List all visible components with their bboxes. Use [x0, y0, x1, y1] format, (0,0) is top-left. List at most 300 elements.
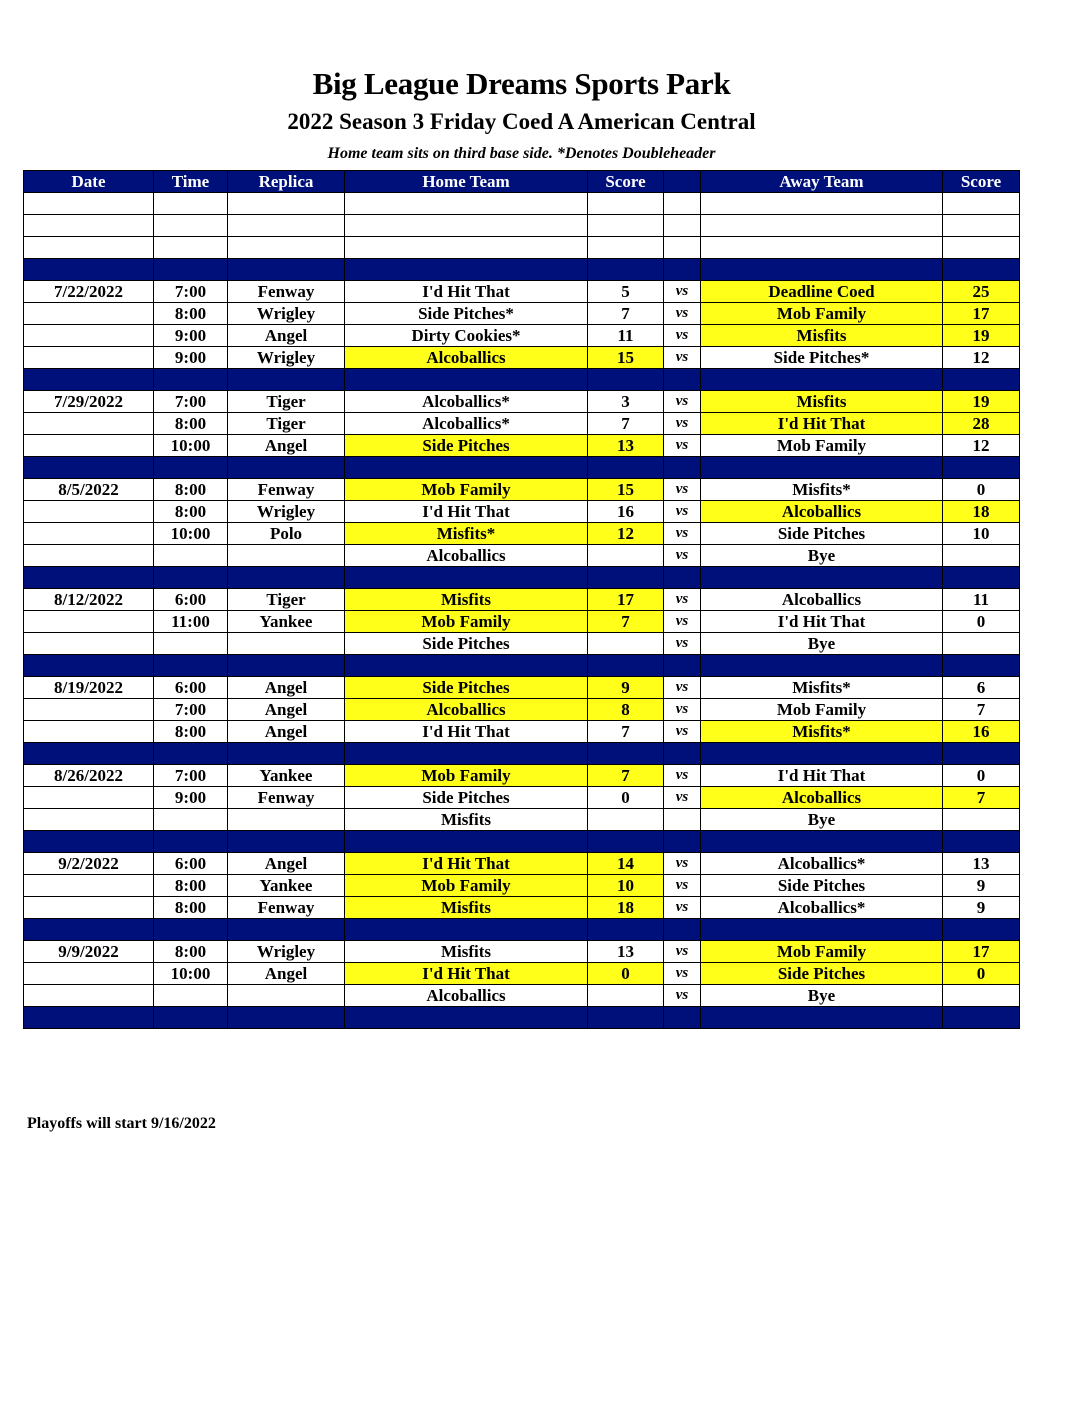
- away-score-cell: [943, 457, 1020, 479]
- time-cell: [154, 1007, 228, 1029]
- replica-cell: [228, 259, 345, 281]
- vs-cell: vs: [664, 765, 701, 787]
- replica-cell: Angel: [228, 963, 345, 985]
- replica-cell: Fenway: [228, 787, 345, 809]
- date-cell: [24, 963, 154, 985]
- replica-cell: Tiger: [228, 413, 345, 435]
- date-cell: 8/26/2022: [24, 765, 154, 787]
- away-team-cell: I'd Hit That: [701, 765, 943, 787]
- time-cell: 10:00: [154, 523, 228, 545]
- home-score-cell: [588, 457, 664, 479]
- home-team-cell: [345, 1007, 588, 1029]
- away-team-cell: [701, 919, 943, 941]
- away-score-cell: 9: [943, 875, 1020, 897]
- replica-cell: Polo: [228, 523, 345, 545]
- vs-cell: [664, 259, 701, 281]
- date-cell: [24, 303, 154, 325]
- home-team-cell: [345, 567, 588, 589]
- table-row: [24, 303, 1020, 325]
- replica-cell: Yankee: [228, 611, 345, 633]
- table-row: [24, 435, 1020, 457]
- table-row: [24, 765, 1020, 787]
- vs-cell: [664, 193, 701, 215]
- home-score-cell: 8: [588, 699, 664, 721]
- home-score-cell: 7: [588, 721, 664, 743]
- home-team-cell: [345, 369, 588, 391]
- away-score-cell: [943, 831, 1020, 853]
- away-score-cell: 28: [943, 413, 1020, 435]
- home-team-cell: [345, 193, 588, 215]
- vs-cell: [664, 237, 701, 259]
- time-cell: 7:00: [154, 765, 228, 787]
- replica-cell: [228, 237, 345, 259]
- vs-cell: [664, 215, 701, 237]
- date-cell: [24, 567, 154, 589]
- table-row: [24, 897, 1020, 919]
- home-team-cell: Mob Family: [345, 875, 588, 897]
- replica-cell: Yankee: [228, 765, 345, 787]
- vs-cell: vs: [664, 391, 701, 413]
- date-cell: [24, 611, 154, 633]
- date-cell: [24, 743, 154, 765]
- date-cell: 8/12/2022: [24, 589, 154, 611]
- table-row: [24, 501, 1020, 523]
- date-cell: [24, 831, 154, 853]
- home-score-cell: [588, 369, 664, 391]
- replica-cell: [228, 809, 345, 831]
- away-score-cell: [943, 259, 1020, 281]
- away-team-cell: [701, 457, 943, 479]
- away-team-cell: Misfits*: [701, 677, 943, 699]
- away-team-cell: I'd Hit That: [701, 611, 943, 633]
- away-score-cell: [943, 193, 1020, 215]
- time-cell: 8:00: [154, 721, 228, 743]
- home-score-cell: [588, 655, 664, 677]
- replica-cell: Tiger: [228, 589, 345, 611]
- home-score-cell: 7: [588, 413, 664, 435]
- away-team-cell: Side Pitches: [701, 875, 943, 897]
- home-score-cell: [588, 545, 664, 567]
- replica-cell: [228, 633, 345, 655]
- table-row: [24, 677, 1020, 699]
- away-team-cell: Bye: [701, 809, 943, 831]
- away-score-cell: [943, 655, 1020, 677]
- replica-cell: [228, 985, 345, 1007]
- home-team-cell: Alcoballics: [345, 699, 588, 721]
- replica-cell: [228, 743, 345, 765]
- home-score-cell: 12: [588, 523, 664, 545]
- replica-cell: Wrigley: [228, 501, 345, 523]
- home-team-cell: [345, 457, 588, 479]
- date-cell: 9/9/2022: [24, 941, 154, 963]
- vs-cell: vs: [664, 347, 701, 369]
- home-score-cell: 3: [588, 391, 664, 413]
- home-team-cell: Mob Family: [345, 765, 588, 787]
- away-score-cell: 16: [943, 721, 1020, 743]
- table-row: [24, 545, 1020, 567]
- home-score-cell: 15: [588, 347, 664, 369]
- table-row: [24, 853, 1020, 875]
- home-score-cell: 7: [588, 765, 664, 787]
- home-score-cell: [588, 215, 664, 237]
- away-team-cell: Mob Family: [701, 699, 943, 721]
- separator-row: [24, 259, 1020, 281]
- home-score-cell: 18: [588, 897, 664, 919]
- home-team-cell: Side Pitches: [345, 787, 588, 809]
- away-team-cell: Mob Family: [701, 941, 943, 963]
- away-team-cell: Side Pitches: [701, 523, 943, 545]
- time-cell: 6:00: [154, 677, 228, 699]
- away-team-cell: Side Pitches*: [701, 347, 943, 369]
- home-team-cell: Misfits: [345, 589, 588, 611]
- home-score-cell: [588, 1007, 664, 1029]
- date-cell: [24, 919, 154, 941]
- away-score-cell: 17: [943, 303, 1020, 325]
- home-team-cell: Mob Family: [345, 479, 588, 501]
- time-cell: 7:00: [154, 391, 228, 413]
- date-cell: [24, 633, 154, 655]
- vs-cell: vs: [664, 633, 701, 655]
- away-team-cell: Bye: [701, 633, 943, 655]
- time-cell: 8:00: [154, 479, 228, 501]
- vs-cell: vs: [664, 963, 701, 985]
- home-team-cell: I'd Hit That: [345, 281, 588, 303]
- replica-cell: [228, 369, 345, 391]
- date-cell: [24, 259, 154, 281]
- replica-cell: Angel: [228, 435, 345, 457]
- replica-cell: [228, 1007, 345, 1029]
- header-row: [24, 171, 1020, 193]
- away-score-cell: 12: [943, 435, 1020, 457]
- replica-cell: [228, 655, 345, 677]
- vs-cell: vs: [664, 413, 701, 435]
- away-score-cell: [943, 369, 1020, 391]
- time-cell: [154, 545, 228, 567]
- date-cell: [24, 699, 154, 721]
- date-cell: [24, 413, 154, 435]
- replica-cell: [228, 193, 345, 215]
- replica-cell: Angel: [228, 325, 345, 347]
- home-score-cell: 13: [588, 435, 664, 457]
- away-team-cell: [701, 831, 943, 853]
- time-cell: 8:00: [154, 875, 228, 897]
- vs-cell: vs: [664, 303, 701, 325]
- away-score-cell: 6: [943, 677, 1020, 699]
- time-cell: [154, 193, 228, 215]
- date-cell: 7/29/2022: [24, 391, 154, 413]
- time-cell: 6:00: [154, 853, 228, 875]
- replica-cell: Wrigley: [228, 941, 345, 963]
- empty-row: [24, 237, 1020, 259]
- away-team-cell: Bye: [701, 545, 943, 567]
- time-cell: 9:00: [154, 347, 228, 369]
- vs-cell: [664, 743, 701, 765]
- home-team-cell: [345, 215, 588, 237]
- home-score-cell: 10: [588, 875, 664, 897]
- home-score-cell: 5: [588, 281, 664, 303]
- date-cell: [24, 523, 154, 545]
- time-cell: [154, 567, 228, 589]
- home-team-cell: Alcoballics*: [345, 391, 588, 413]
- away-score-cell: 12: [943, 347, 1020, 369]
- home-team-cell: Alcoballics: [345, 545, 588, 567]
- home-team-cell: [345, 259, 588, 281]
- vs-cell: [664, 831, 701, 853]
- replica-cell: Fenway: [228, 281, 345, 303]
- replica-cell: [228, 567, 345, 589]
- away-score-cell: 0: [943, 765, 1020, 787]
- date-cell: 7/22/2022: [24, 281, 154, 303]
- table-row: [24, 941, 1020, 963]
- col-home-team-header: Home Team: [345, 171, 588, 193]
- vs-cell: vs: [664, 479, 701, 501]
- table-row: [24, 413, 1020, 435]
- time-cell: [154, 237, 228, 259]
- home-score-cell: 0: [588, 787, 664, 809]
- date-cell: [24, 809, 154, 831]
- time-cell: 9:00: [154, 325, 228, 347]
- empty-row: [24, 215, 1020, 237]
- table-row: [24, 347, 1020, 369]
- replica-cell: Fenway: [228, 897, 345, 919]
- col-time-header: Time: [154, 171, 228, 193]
- replica-cell: Fenway: [228, 479, 345, 501]
- vs-cell: [664, 809, 701, 831]
- away-team-cell: Misfits*: [701, 479, 943, 501]
- away-score-cell: 9: [943, 897, 1020, 919]
- home-team-cell: Misfits: [345, 941, 588, 963]
- away-score-cell: 7: [943, 787, 1020, 809]
- home-team-cell: Dirty Cookies*: [345, 325, 588, 347]
- away-score-cell: 10: [943, 523, 1020, 545]
- home-team-cell: Misfits: [345, 809, 588, 831]
- away-score-cell: [943, 809, 1020, 831]
- vs-cell: vs: [664, 677, 701, 699]
- schedule-table: [23, 170, 1020, 1029]
- page-title: Big League Dreams Sports Park: [312, 66, 731, 101]
- away-team-cell: Alcoballics: [701, 501, 943, 523]
- separator-row: [24, 1007, 1020, 1029]
- replica-cell: [228, 831, 345, 853]
- home-team-cell: Side Pitches: [345, 677, 588, 699]
- vs-cell: vs: [664, 787, 701, 809]
- time-cell: [154, 831, 228, 853]
- away-team-cell: Misfits*: [701, 721, 943, 743]
- col-away-team-header: Away Team: [701, 171, 943, 193]
- date-cell: [24, 787, 154, 809]
- home-score-cell: [588, 743, 664, 765]
- vs-cell: vs: [664, 281, 701, 303]
- time-cell: [154, 985, 228, 1007]
- replica-cell: Angel: [228, 721, 345, 743]
- home-score-cell: 9: [588, 677, 664, 699]
- away-team-cell: Mob Family: [701, 303, 943, 325]
- away-team-cell: [701, 743, 943, 765]
- time-cell: [154, 919, 228, 941]
- vs-cell: [664, 1007, 701, 1029]
- home-team-cell: I'd Hit That: [345, 721, 588, 743]
- home-score-cell: 7: [588, 611, 664, 633]
- schedule-note: Home team sits on third base side. *Denotes Doubleheader: [327, 145, 716, 162]
- separator-row: [24, 457, 1020, 479]
- away-team-cell: Deadline Coed: [701, 281, 943, 303]
- vs-cell: vs: [664, 853, 701, 875]
- separator-row: [24, 743, 1020, 765]
- away-score-cell: 17: [943, 941, 1020, 963]
- time-cell: 11:00: [154, 611, 228, 633]
- vs-cell: vs: [664, 941, 701, 963]
- table-row: [24, 523, 1020, 545]
- replica-cell: Tiger: [228, 391, 345, 413]
- away-score-cell: [943, 919, 1020, 941]
- away-score-cell: 0: [943, 611, 1020, 633]
- home-team-cell: Side Pitches*: [345, 303, 588, 325]
- away-team-cell: [701, 237, 943, 259]
- time-cell: 8:00: [154, 897, 228, 919]
- home-team-cell: [345, 831, 588, 853]
- date-cell: [24, 985, 154, 1007]
- away-score-cell: 19: [943, 391, 1020, 413]
- playoffs-note: Playoffs will start 9/16/2022: [27, 1115, 216, 1132]
- away-score-cell: [943, 1007, 1020, 1029]
- table-row: [24, 479, 1020, 501]
- home-team-cell: Side Pitches: [345, 633, 588, 655]
- vs-cell: vs: [664, 611, 701, 633]
- away-team-cell: Side Pitches: [701, 963, 943, 985]
- separator-row: [24, 655, 1020, 677]
- table-row: [24, 589, 1020, 611]
- home-team-cell: I'd Hit That: [345, 963, 588, 985]
- time-cell: 7:00: [154, 281, 228, 303]
- date-cell: [24, 457, 154, 479]
- home-score-cell: 7: [588, 303, 664, 325]
- away-team-cell: [701, 1007, 943, 1029]
- empty-row: [24, 193, 1020, 215]
- col-date-header: Date: [24, 171, 154, 193]
- time-cell: 7:00: [154, 699, 228, 721]
- replica-cell: [228, 457, 345, 479]
- home-score-cell: [588, 809, 664, 831]
- date-cell: [24, 875, 154, 897]
- away-team-cell: [701, 215, 943, 237]
- date-cell: [24, 237, 154, 259]
- col-home-score-header: Score: [588, 171, 664, 193]
- vs-cell: vs: [664, 589, 701, 611]
- vs-cell: vs: [664, 325, 701, 347]
- vs-cell: [664, 369, 701, 391]
- date-cell: [24, 1007, 154, 1029]
- date-cell: 9/2/2022: [24, 853, 154, 875]
- home-score-cell: [588, 567, 664, 589]
- home-team-cell: Alcoballics: [345, 347, 588, 369]
- home-score-cell: [588, 259, 664, 281]
- away-team-cell: Alcoballics: [701, 589, 943, 611]
- vs-cell: [664, 567, 701, 589]
- replica-cell: Wrigley: [228, 347, 345, 369]
- time-cell: 10:00: [154, 435, 228, 457]
- home-team-cell: [345, 655, 588, 677]
- table-row: [24, 325, 1020, 347]
- home-score-cell: 14: [588, 853, 664, 875]
- date-cell: [24, 501, 154, 523]
- time-cell: [154, 259, 228, 281]
- home-team-cell: I'd Hit That: [345, 501, 588, 523]
- time-cell: 8:00: [154, 413, 228, 435]
- col-replica-header: Replica: [228, 171, 345, 193]
- away-team-cell: Alcoballics*: [701, 897, 943, 919]
- away-team-cell: Bye: [701, 985, 943, 1007]
- vs-cell: vs: [664, 523, 701, 545]
- time-cell: 8:00: [154, 501, 228, 523]
- time-cell: 10:00: [154, 963, 228, 985]
- table-row: [24, 611, 1020, 633]
- separator-row: [24, 567, 1020, 589]
- home-score-cell: 17: [588, 589, 664, 611]
- home-team-cell: Side Pitches: [345, 435, 588, 457]
- table-row: [24, 787, 1020, 809]
- table-row: [24, 985, 1020, 1007]
- vs-cell: vs: [664, 699, 701, 721]
- away-team-cell: Mob Family: [701, 435, 943, 457]
- home-team-cell: Alcoballics*: [345, 413, 588, 435]
- table-row: [24, 809, 1020, 831]
- away-score-cell: 18: [943, 501, 1020, 523]
- home-score-cell: 11: [588, 325, 664, 347]
- away-team-cell: [701, 655, 943, 677]
- replica-cell: Angel: [228, 853, 345, 875]
- table-row: [24, 875, 1020, 897]
- home-score-cell: [588, 985, 664, 1007]
- date-cell: [24, 897, 154, 919]
- time-cell: 8:00: [154, 303, 228, 325]
- home-score-cell: [588, 919, 664, 941]
- time-cell: [154, 633, 228, 655]
- table-row: [24, 281, 1020, 303]
- replica-cell: Angel: [228, 677, 345, 699]
- home-score-cell: [588, 831, 664, 853]
- home-score-cell: [588, 633, 664, 655]
- date-cell: [24, 545, 154, 567]
- time-cell: 8:00: [154, 941, 228, 963]
- date-cell: [24, 435, 154, 457]
- col-vs-header: [664, 171, 701, 193]
- time-cell: [154, 655, 228, 677]
- vs-cell: vs: [664, 721, 701, 743]
- vs-cell: vs: [664, 985, 701, 1007]
- table-row: [24, 391, 1020, 413]
- time-cell: [154, 457, 228, 479]
- table-row: [24, 963, 1020, 985]
- away-team-cell: Misfits: [701, 391, 943, 413]
- home-team-cell: [345, 743, 588, 765]
- away-team-cell: [701, 369, 943, 391]
- away-score-cell: 7: [943, 699, 1020, 721]
- date-cell: [24, 721, 154, 743]
- home-score-cell: [588, 237, 664, 259]
- home-team-cell: [345, 237, 588, 259]
- home-score-cell: 0: [588, 963, 664, 985]
- away-team-cell: [701, 259, 943, 281]
- away-score-cell: 19: [943, 325, 1020, 347]
- date-cell: [24, 325, 154, 347]
- away-score-cell: 13: [943, 853, 1020, 875]
- time-cell: [154, 743, 228, 765]
- away-score-cell: 0: [943, 479, 1020, 501]
- home-score-cell: [588, 193, 664, 215]
- home-team-cell: [345, 919, 588, 941]
- home-score-cell: 16: [588, 501, 664, 523]
- vs-cell: [664, 919, 701, 941]
